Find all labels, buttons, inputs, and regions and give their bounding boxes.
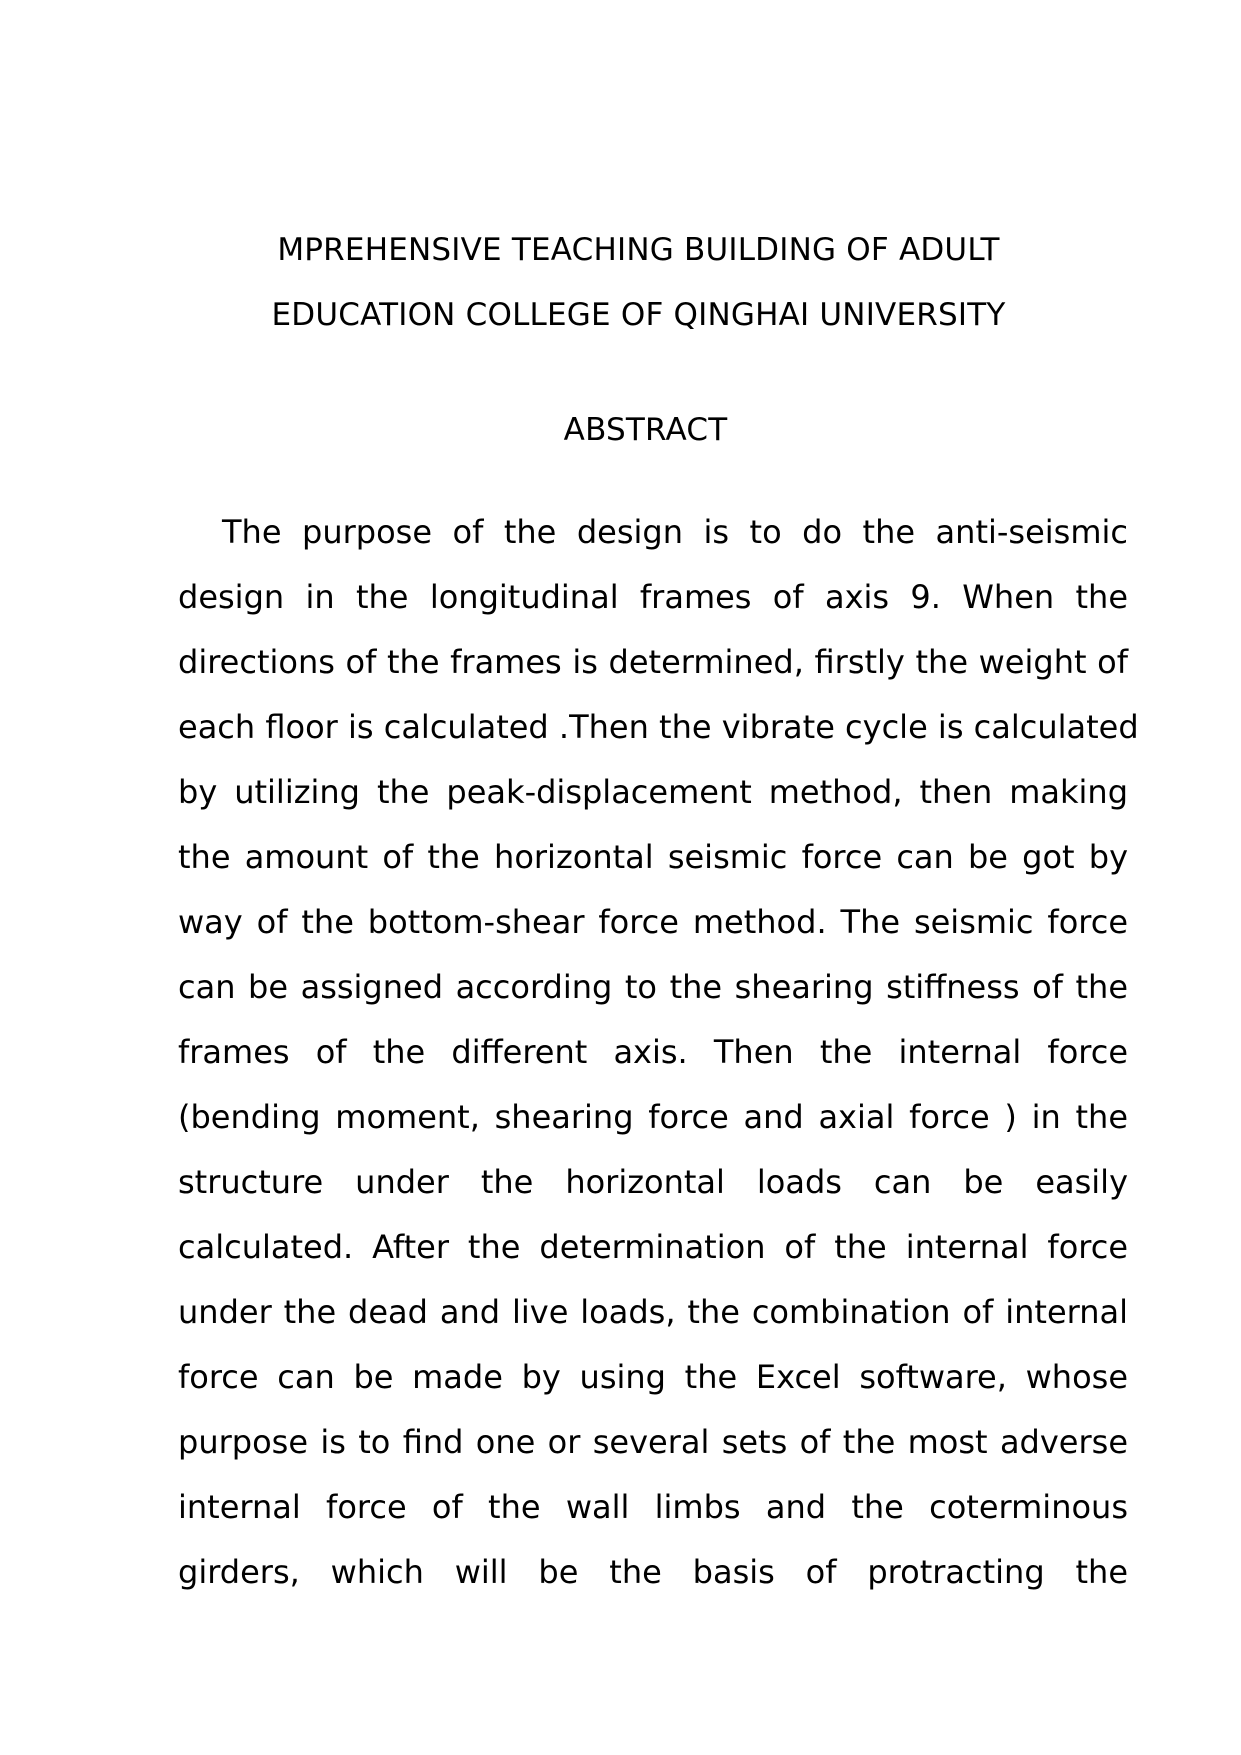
title-line-1: MPREHENSIVE TEACHING BUILDING OF ADULT	[277, 232, 1000, 268]
abstract-line: can be assigned according to the shearing stiffness of the	[178, 968, 1128, 1006]
abstract-line: girders, which will be the basis of protracting the	[178, 1553, 1128, 1591]
abstract-line: internal force of the wall limbs and the coterminous	[178, 1488, 1128, 1526]
abstract-line: by utilizing the peak-displacement method, then making	[178, 773, 1128, 811]
abstract-body	[178, 512, 1139, 1617]
abstract-line: the amount of the horizontal seismic force can be got by	[178, 838, 1128, 876]
abstract-line: frames of the different axis. Then the internal force	[178, 1033, 1128, 1071]
abstract-line: force can be made by using the Excel software, whose	[178, 1358, 1128, 1396]
abstract-line: under the dead and live loads, the combination of internal	[178, 1293, 1128, 1331]
abstract-line: way of the bottom-shear force method. The seismic force	[178, 903, 1128, 941]
abstract-line: structure under the horizontal loads can be easily	[178, 1163, 1128, 1201]
abstract-line: each floor is calculated .Then the vibrate cycle is calculated	[178, 708, 1139, 746]
title-line-2: EDUCATION COLLEGE OF QINGHAI UNIVERSITY	[271, 297, 1006, 333]
abstract-line: The purpose of the design is to do the anti-seismic	[222, 513, 1128, 551]
abstract-heading: ABSTRACT	[563, 412, 728, 448]
abstract-line: directions of the frames is determined, firstly the weight of	[178, 643, 1128, 681]
abstract-line: design in the longitudinal frames of axis 9. When the	[178, 578, 1128, 616]
abstract-line: calculated. After the determination of the internal force	[178, 1228, 1128, 1266]
abstract-line: (bending moment, shearing force and axial force ) in the	[178, 1098, 1128, 1136]
abstract-line: purpose is to find one or several sets of the most adverse	[178, 1423, 1128, 1461]
